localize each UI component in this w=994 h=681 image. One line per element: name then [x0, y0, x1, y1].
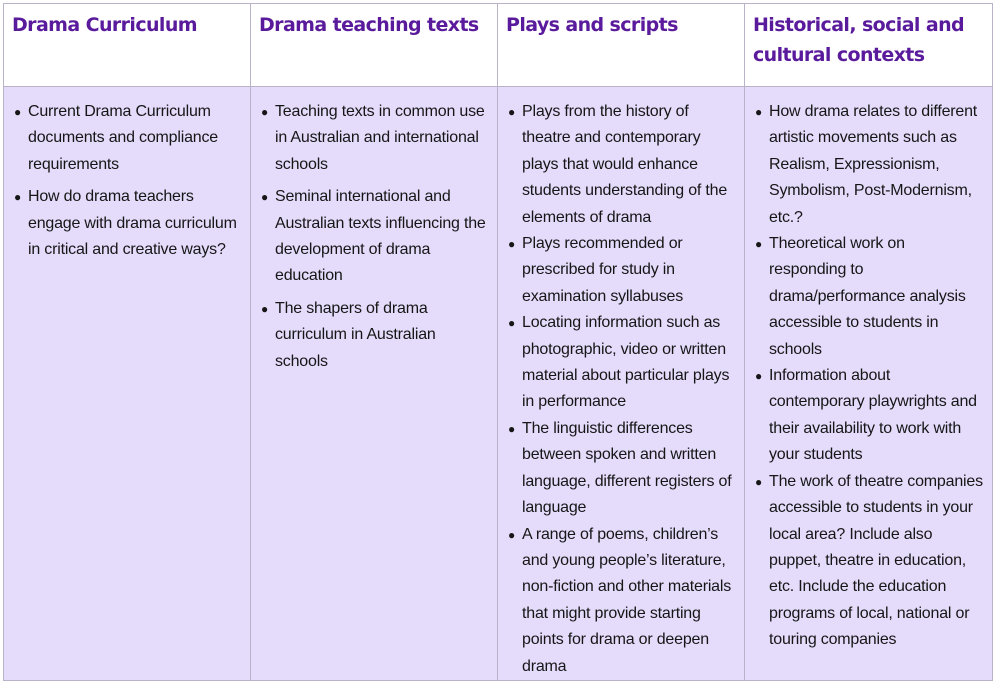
list-item — [753, 363, 986, 469]
list-item-text: A range of poems, children’s and young people’s literature, non-fiction and other materials that might provide starting points for drama or deepen drama — [522, 525, 732, 675]
list-item — [506, 99, 738, 231]
list-item — [753, 231, 986, 363]
bullet-icon: ● — [755, 369, 763, 384]
list-item — [259, 296, 491, 375]
list-item — [259, 99, 491, 178]
list-item-text: The linguistic differences between spoken and written language, different registers of language — [522, 419, 732, 517]
list-item-text: Current Drama Curriculum documents and compliance requirements — [28, 103, 218, 173]
bullet-icon: ● — [14, 190, 22, 205]
list-item-text: Plays from the history of theatre and contemporary plays that would enhance students understanding of the elements of drama — [522, 103, 728, 226]
drama-resources-table — [3, 3, 993, 681]
cell-plays-and-scripts — [498, 87, 745, 681]
bullet-icon: ● — [261, 301, 269, 316]
list-item-text: Locating information such as photographic, video or written material about particular plays in performance — [522, 314, 730, 411]
bullet-icon: ● — [755, 237, 763, 252]
cell-drama-curriculum — [4, 87, 251, 681]
bullet-list — [259, 99, 491, 375]
column-header-historical-contexts: Historical, social and cultural contexts — [745, 4, 993, 87]
bullet-icon: ● — [508, 316, 516, 331]
list-item — [753, 469, 986, 654]
bullet-icon: ● — [261, 190, 269, 205]
list-item-text: Seminal international and Australian texts influencing the development of drama education — [275, 188, 486, 285]
column-header-plays-and-scripts: Plays and scripts — [498, 4, 745, 87]
list-item-text: The work of theatre companies accessible to students in your local area? Include also puppet, theatre in education, etc. Include the education programs of local, national or touring companies — [769, 472, 983, 649]
list-item-text: How do drama teachers engage with drama curriculum in critical and creative ways? — [28, 188, 237, 259]
cell-drama-teaching-texts — [251, 87, 498, 681]
column-header-drama-teaching-texts: Drama teaching texts — [251, 4, 498, 87]
column-header-drama-curriculum: Drama Curriculum — [4, 4, 251, 87]
bullet-icon: ● — [755, 474, 763, 489]
list-item-text: Information about contemporary playwrights and their availability to work with your students — [769, 367, 977, 464]
cell-historical-contexts — [745, 87, 993, 681]
list-item — [506, 522, 738, 680]
bullet-icon: ● — [261, 105, 269, 119]
header-row — [4, 4, 993, 87]
list-item — [12, 184, 244, 263]
bullet-icon: ● — [508, 421, 516, 436]
bullet-icon: ● — [508, 527, 516, 542]
list-item-text: How drama relates to different artistic movements such as Realism, Expressionism, Symbolism, Post-Modernism, etc.? — [769, 103, 978, 226]
list-item — [259, 184, 491, 290]
bullet-list — [753, 99, 986, 654]
bullet-icon: ● — [508, 105, 516, 119]
list-item — [506, 310, 738, 416]
list-item — [12, 99, 244, 178]
list-item-text: The shapers of drama curriculum in Australian schools — [275, 299, 436, 370]
list-item-text: Theoretical work on responding to drama/performance analysis accessible to students in schools — [769, 235, 966, 358]
list-item — [506, 231, 738, 310]
list-item-text: Teaching texts in common use in Australian and international schools — [275, 103, 485, 173]
bullet-icon: ● — [755, 105, 763, 119]
bullet-list — [506, 99, 738, 680]
bullet-list — [12, 99, 244, 263]
list-item — [506, 416, 738, 522]
bullet-icon: ● — [508, 237, 516, 252]
content-row — [4, 87, 993, 681]
bullet-icon: ● — [14, 105, 22, 119]
list-item-text: Plays recommended or prescribed for study in examination syllabuses — [522, 235, 684, 305]
list-item — [753, 99, 986, 231]
